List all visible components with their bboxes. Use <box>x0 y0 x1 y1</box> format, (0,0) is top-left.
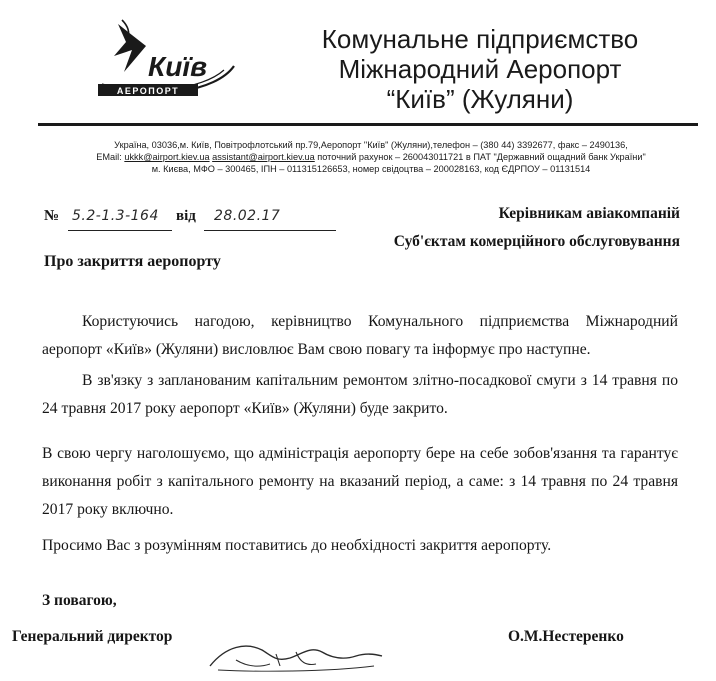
header-divider <box>38 123 698 126</box>
body-paragraph-4: Просимо Вас з розумінням поставитись до необхідності закриття аеропорту. <box>42 537 552 554</box>
logo-subtitle: АЕРОПОРТ <box>116 86 180 96</box>
requisites-line-2 <box>26 151 716 163</box>
airport-logo-icon <box>84 12 244 104</box>
addressee-line-2: Суб'єктам комерційного обслуговування <box>393 233 680 250</box>
organization-title <box>248 24 712 114</box>
email-link-assistant[interactable]: assistant@airport.kiev.ua <box>212 152 315 162</box>
letter-subject: Про закриття аеропорту <box>44 253 221 270</box>
bank-account-text: поточний рахунок – 260043011721 в ПАТ "Державний ощадний банк України" <box>314 152 646 162</box>
requisites-line-1: Україна, 03036,м. Київ, Повітрофлотський пр.79,Аеропорт "Київ" (Жуляни),телефон – (380 44) 3392677, факс – 2490136, <box>114 140 628 150</box>
body-paragraph-3: В свою чергу наголошуємо, що адміністрація аеропорту бере на себе зобов'язання та гарантує виконання робіт з капітального ремонту на вказаний період, а саме: з 14 травня по 24 травня 2017 року включно. <box>42 445 678 518</box>
org-title-line-2: Міжнародний Аеропорт <box>338 54 622 84</box>
date-label: від <box>176 208 196 224</box>
org-title-line-3: “Київ” (Жуляни) <box>386 84 574 114</box>
addressee-line-1: Керівникам авіакомпаній <box>498 205 680 222</box>
airport-logo <box>84 12 244 104</box>
handwritten-date: 28.02.17 <box>204 208 336 231</box>
handwritten-number: 5.2-1.3-164 <box>68 208 172 231</box>
company-requisites <box>26 139 716 175</box>
addressee-block <box>394 200 680 256</box>
email-link-primary[interactable]: ukkk@airport.kiev.ua <box>124 152 210 162</box>
org-title-line-1: Комунальне підприємство <box>321 24 639 54</box>
handwritten-signature <box>206 636 386 676</box>
signer-name: О.М.Нестеренко <box>508 628 624 645</box>
logo-name: Київ <box>148 51 208 82</box>
signer-title: Генеральний директор <box>12 628 173 645</box>
body-paragraph-2: В зв'язку з запланованим капітальним ремонтом злітно-посадкової смуги з 14 травня по 24 травня 2017 року аеропорт «Київ» (Жуляни) буде закрито. <box>42 372 678 417</box>
body-paragraph-1: Користуючись нагодою, керівництво Комунального підприємства Міжнародний аеропорт «Київ» (Жуляни) висловлює Вам свою повагу та інформує про наступне. <box>42 313 678 358</box>
number-label: № <box>44 208 60 224</box>
signature-icon <box>206 636 386 676</box>
closing-regards: З повагою, <box>42 592 117 609</box>
email-label: EMail: <box>96 152 125 162</box>
requisites-line-3: м. Києва, МФО – 300465, ІПН – 011315126653, номер свідоцтва – 200028163, код ЄДРПОУ – 01131514 <box>151 164 591 174</box>
